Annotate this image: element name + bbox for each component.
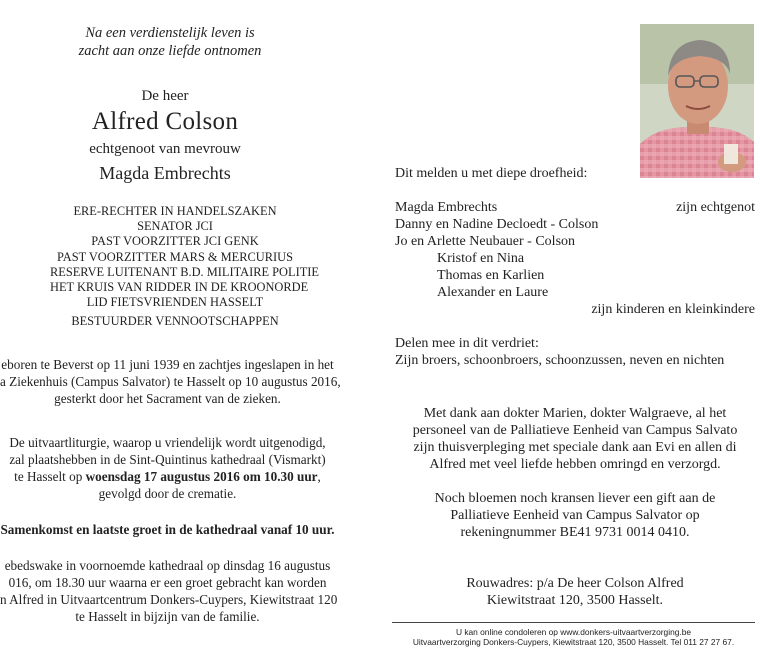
- funeral-date-suffix: ,: [317, 469, 321, 484]
- funeral-line: zal plaatshebben in de Sint-Quintinus kathedraal (Vismarkt): [9, 452, 326, 467]
- footer-line: U kan online condoleren op www.donkers-uitvaartverzorging.be: [455, 627, 692, 637]
- birth-line: gesterkt door het Sacrament van de zieken.: [54, 391, 281, 406]
- spouse-name: Magda Embrechts: [99, 163, 231, 183]
- flowers-line: Noch bloemen noch kransen liever een gift aan de: [434, 491, 716, 506]
- wake-line: te Hasselt in bijzijn van de familie.: [75, 609, 260, 624]
- family-child: Danny en Nadine Decloedt - Colson: [395, 217, 599, 232]
- thanks-line: zijn thuisverpleging met speciale dank aan Evi en allen di: [413, 440, 737, 455]
- funeral-line: De uitvaartliturgie, waarop u vriendelijk wordt uitgenodigd,: [9, 435, 326, 450]
- announce-text: Dit melden u met diepe droefheid:: [395, 166, 588, 181]
- address-line: Kiewitstraat 120, 3500 Hasselt.: [486, 593, 664, 608]
- titles-list: [50, 204, 319, 330]
- address-line: Rouwadres: p/a De heer Colson Alfred: [466, 576, 684, 591]
- title-item: SENATOR JCI: [137, 219, 213, 234]
- birth-paragraph: [0, 356, 341, 407]
- flowers-line: Palliatieve Eenheid van Campus Salvator op: [450, 508, 700, 523]
- deceased-name: Alfred Colson: [91, 108, 239, 135]
- title-item: PAST VOORZITTER MARS & MERCURIUS: [57, 249, 293, 264]
- family-spouse-role: zijn echtgenot: [676, 200, 755, 215]
- spouse-intro: echtgenoot van mevrouw: [89, 141, 241, 157]
- flowers-line: rekeningnummer BE41 9731 0014 0410.: [460, 525, 690, 540]
- family-grandchild: Alexander en Laure: [437, 285, 549, 300]
- title-item: PAST VOORZITTER JCI GENK: [91, 234, 259, 249]
- family-spouse: Magda Embrechts: [395, 200, 498, 215]
- title-item: LID FIETSVRIENDEN HASSELT: [86, 295, 264, 310]
- title-item: HET KRUIS VAN RIDDER IN DE KROONORDE: [50, 280, 309, 295]
- birth-line: eboren te Beverst op 11 juni 1939 en zachtjes ingeslapen in het: [1, 357, 334, 372]
- thanks-paragraph: [395, 405, 755, 473]
- wake-line: ebedswake in voornoemde kathedraal op dinsdag 16 augustus: [4, 558, 331, 573]
- flowers-paragraph: [395, 490, 755, 541]
- family-children-role: zijn kinderen en kleinkindere: [591, 302, 755, 317]
- funeral-date: woensdag 17 augustus 2016 om 10.30 uur: [85, 469, 318, 484]
- intro-text: [40, 24, 300, 60]
- funeral-paragraph: [0, 434, 335, 502]
- footer: [392, 627, 755, 647]
- footer-divider: [392, 622, 755, 623]
- intro-line: zacht aan onze liefde ontnomen: [78, 43, 262, 59]
- birth-line: a Ziekenhuis (Campus Salvator) te Hasselt op 10 augustus 2016,: [0, 374, 341, 389]
- title-item: BESTUURDER VENNOOTSCHAPPEN: [71, 314, 279, 329]
- portrait-photo: [640, 24, 754, 178]
- portrait-image: [640, 24, 754, 178]
- wake-line: 016, om 18.30 uur waarna er een groet gebracht kan worden: [8, 575, 327, 590]
- footer-line: Uitvaartverzorging Donkers-Cuypers, Kiewitstraat 120, 3500 Hasselt. Tel 011 27 27 67.: [412, 637, 735, 647]
- wake-line: n Alfred in Uitvaartcentrum Donkers-Cuypers, Kiewitstraat 120: [0, 592, 338, 607]
- thanks-line: Met dank aan dokter Marien, dokter Walgraeve, al het: [423, 406, 727, 421]
- honorific: De heer: [141, 88, 189, 104]
- title-item: ERE-RECHTER IN HANDELSZAKEN: [73, 204, 277, 218]
- gathering-text: Samenkomst en laatste groet in de kathedraal vanaf 10 uur.: [0, 522, 335, 537]
- wake-paragraph: [0, 557, 338, 625]
- family-child: Jo en Arlette Neubauer - Colson: [395, 234, 576, 249]
- intro-line: Na een verdienstelijk leven is: [85, 25, 255, 41]
- address-block: [395, 575, 755, 609]
- family-grandchild: Kristof en Nina: [437, 251, 525, 266]
- thanks-line: Alfred met veel liefde hebben omringd en verzorgd.: [429, 457, 721, 472]
- funeral-date-line: [0, 468, 335, 485]
- funeral-date-prefix: te Hasselt op: [14, 469, 86, 484]
- thanks-line: personeel van de Palliatieve Eenheid van Campus Salvato: [412, 423, 738, 438]
- family-grandchild: Thomas en Karlien: [437, 268, 545, 283]
- share-intro: Delen mee in dit verdriet:: [395, 336, 539, 351]
- funeral-line: gevolgd door de crematie.: [98, 486, 237, 501]
- title-item: RESERVE LUITENANT B.D. MILITAIRE POLITIE: [50, 264, 319, 279]
- share-list: Zijn broers, schoonbroers, schoonzussen, neven en nichten: [395, 353, 725, 368]
- family-spouse-row: [395, 199, 755, 216]
